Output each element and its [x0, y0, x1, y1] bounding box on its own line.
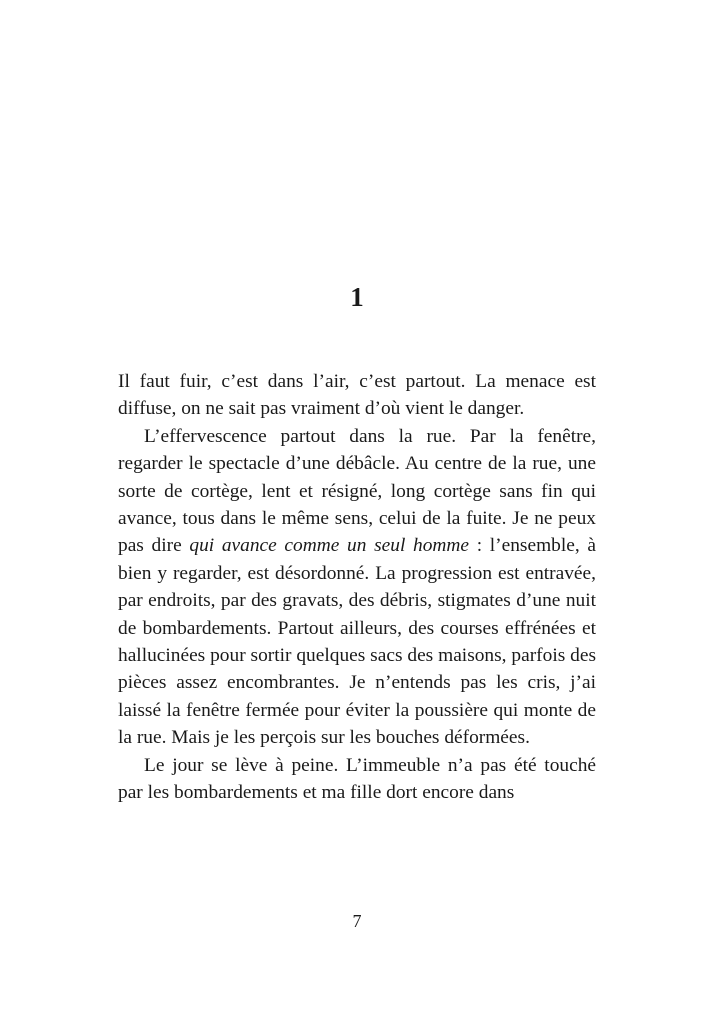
chapter-number: 1: [350, 282, 364, 312]
paragraph-2-italic-phrase: qui avance comme un seul homme: [189, 535, 470, 557]
paragraph-2-text-after: : l’ensemble, à bien y regarder, est désordonné. La progression est entravée, par endroits, par des gravats, des débris, stigmates d’une nuit de bombardements. Partout ailleurs, des courses effrénées et hallucinées pour sortir quelques sacs des maisons, parfois des pièces assez encombrantes. Je n’entends pas les cris, j’ai laissé la fenêtre fermée pour éviter la poussière qui monte de la rue. Mais je les perçois sur les bouches déformées.: [118, 535, 596, 749]
paragraph-1: Il faut fuir, c’est dans l’air, c’est partout. La menace est diffuse, on ne sait pas vraiment d’où vient le danger.: [118, 371, 596, 420]
paragraph-2-text-before: L’effervescence partout dans la rue. Par la fenêtre, regarder le spectacle d’une débâcle. Au centre de la rue, une sorte de cortège, lent et résigné, long cortège sans fin qui avance, tous dans le même sens, celui de la fuite. Je ne peux pas dire: [118, 425, 596, 557]
paragraph-2: [118, 423, 596, 752]
body-text: [118, 368, 596, 807]
page-number: 7: [352, 911, 362, 931]
paragraph-3: Le jour se lève à peine. L’immeuble n’a pas été touché par les bombardements et ma fille dort encore dans: [118, 754, 596, 804]
